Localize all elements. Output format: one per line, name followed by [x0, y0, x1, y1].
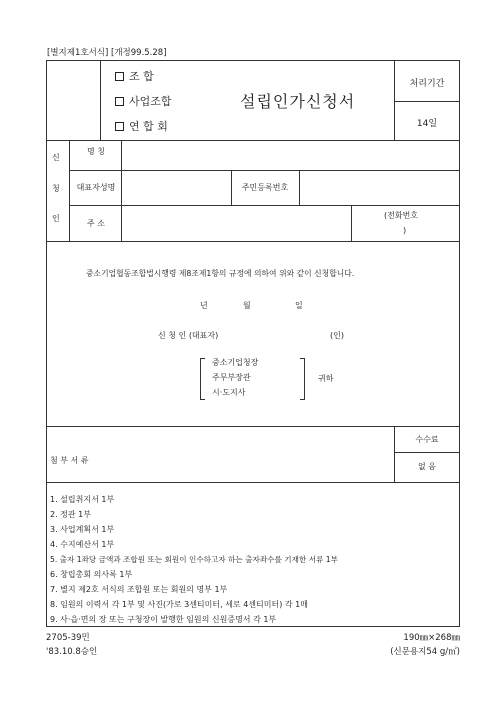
- checkbox-icon[interactable]: [115, 97, 124, 106]
- divider: [100, 60, 101, 140]
- divider: [394, 60, 395, 140]
- divider: [121, 140, 122, 241]
- phone-close: ): [403, 226, 407, 235]
- recipient-item: 주무부장관: [212, 373, 251, 382]
- divider: [46, 241, 460, 242]
- divider: [299, 170, 300, 205]
- address-field[interactable]: [124, 208, 349, 239]
- divider: [394, 426, 395, 482]
- representative-field[interactable]: [124, 173, 229, 203]
- applicant-side-label: 인: [52, 214, 60, 223]
- name-label: 명 칭: [87, 147, 105, 156]
- document-item: 4. 수지예산서 1부: [50, 540, 115, 549]
- checkbox-icon[interactable]: [115, 122, 124, 131]
- divider: [46, 426, 460, 427]
- divider: [46, 140, 460, 141]
- processing-label: 처리기간: [409, 79, 445, 89]
- name-field[interactable]: [124, 143, 458, 168]
- seal-mark: (인): [330, 331, 344, 340]
- statement-text: 중소기업협동조합법시행령 제8조제1항의 규정에 의하여 위와 같이 신청합니다.: [86, 269, 355, 278]
- type-option[interactable]: 연 합 회: [115, 118, 168, 134]
- document-item: 7. 별지 제2호 서식의 조합원 또는 회원의 명부 1부: [50, 585, 228, 594]
- footer-paper: (신문용지54 g/㎡): [390, 647, 460, 657]
- representative-label: 대표자성명: [76, 183, 116, 192]
- document-item: 3. 사업계획서 1부: [50, 525, 115, 534]
- divider: [46, 482, 460, 483]
- applicant-side-label: 청: [52, 184, 60, 193]
- checkbox-icon[interactable]: [115, 72, 124, 81]
- recipient-suffix: 귀하: [318, 374, 334, 383]
- signer-label: 신 청 인 (대표자): [158, 331, 219, 340]
- document-item: 5. 출자 1좌당 금액과 조합원 또는 회원이 인수하고자 하는 출자좌수를 기재한 서류 1부: [50, 555, 338, 564]
- divider: [351, 205, 352, 241]
- footer-approval: '83.10.8승인: [46, 647, 98, 657]
- divider: [69, 170, 460, 171]
- date-month: 월: [243, 301, 251, 310]
- recipient-bracket-left: [200, 358, 205, 400]
- address-label: 주 소: [87, 219, 105, 228]
- divider: [69, 140, 70, 241]
- divider: [231, 170, 232, 205]
- form-number-note: [별지제1호서식] [개정99.5.28]: [47, 48, 167, 58]
- footer-size: 190㎜×268㎜: [403, 633, 460, 643]
- applicant-side-label: 신: [52, 153, 60, 162]
- form-title: 설립인가신청서: [240, 92, 356, 111]
- date-day: 일: [295, 301, 303, 310]
- document-item: 6. 창립총회 의사록 1부: [50, 570, 133, 579]
- recipient-item: 시·도지사: [212, 388, 246, 397]
- divider: [69, 205, 460, 206]
- document-item: 1. 설립취지서 1부: [50, 495, 115, 504]
- attachments-label: 첨 부 서 류: [50, 456, 89, 465]
- type-option[interactable]: 사업조합: [115, 93, 172, 109]
- divider: [394, 101, 460, 102]
- fee-value: 없 음: [418, 462, 436, 471]
- document-item: 9. 사·읍·면의 장 또는 구청장이 발행한 임원의 신원증명서 각 1부: [50, 615, 277, 624]
- document-item: 2. 정관 1부: [50, 510, 91, 519]
- date-year: 년: [200, 301, 208, 310]
- fee-label: 수수료: [415, 435, 439, 444]
- divider: [394, 452, 460, 453]
- recipient-item: 중소기업청장: [212, 358, 259, 367]
- rrn-field[interactable]: [302, 173, 458, 203]
- processing-value: 14일: [416, 119, 438, 129]
- rrn-label: 주민등록번호: [241, 183, 289, 192]
- footer-form-code: 2705-39민: [46, 633, 90, 643]
- type-option[interactable]: 조 합: [115, 68, 154, 84]
- document-item: 8. 임원의 이력서 각 1부 및 사진(가로 3센티미터, 세로 4센티미터) 각 1매: [50, 600, 308, 609]
- phone-label: (전화번호: [384, 211, 419, 220]
- recipient-bracket-right: [300, 358, 305, 400]
